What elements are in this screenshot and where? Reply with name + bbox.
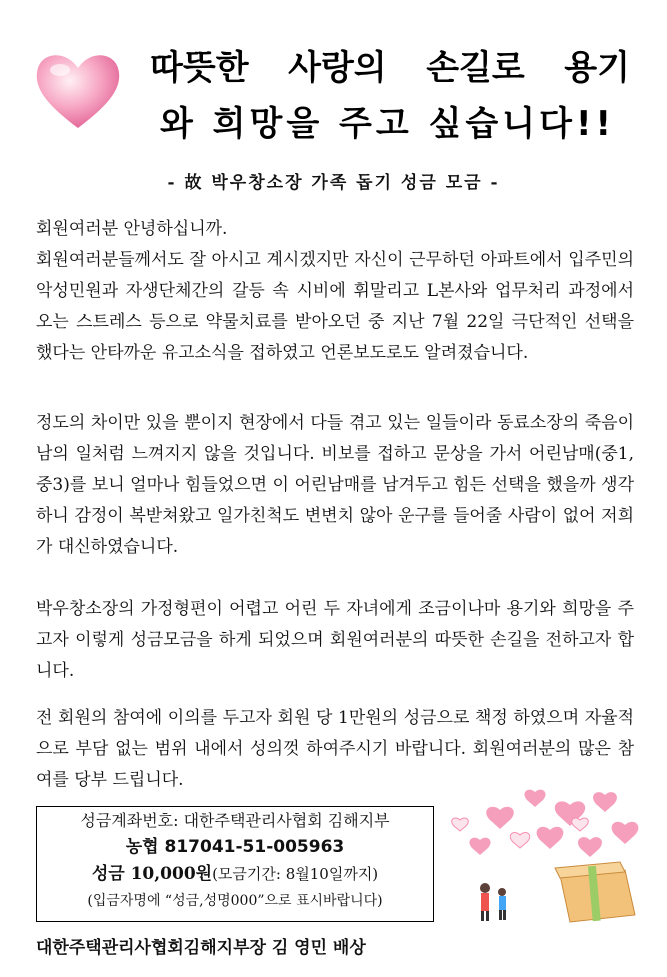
body-paragraph: 회원여러분들께서도 잘 아시고 계시겠지만 자신이 근무하던 아파트에서 입주민의 악성민원과 자생단체간의 갈등 속 시비에 휘말리고 L본사와 업무처리 과정에서 오는 스트레스 등으로 약물치료를 받아오던 중 지난 7월 22일 극단적인 선택을 했다는 안타까운 유고소식을 접하였고 언론보도로도 알려졌습니다.: [36, 250, 634, 363]
donation-amount-line: [37, 861, 433, 888]
greeting-paragraph: 회원여러분 안녕하십니까.: [36, 219, 228, 239]
title-word: 손길로: [426, 48, 525, 88]
deposit-note: (입금자명에 “성금,성명000”으로 표시바랍니다): [87, 893, 383, 909]
donation-info-box: [36, 806, 434, 922]
donation-period: (모금기간: 8월10일까지): [212, 865, 379, 883]
page-title: [150, 40, 650, 152]
donation-amount: 성금 10,000원: [91, 864, 213, 884]
title-word: 사랑의: [288, 48, 387, 88]
heart-icon: [28, 40, 128, 140]
subtitle: - 故 박우창소장 가족 돕기 성금 모금 -: [167, 173, 500, 193]
body-paragraph: 정도의 차이만 있을 뿐이지 현장에서 다들 겪고 있는 일들이라 동료소장의 죽음이 남의 일처럼 느껴지지 않을 것입니다. 비보를 접하고 문상을 가서 어린남매(중1,중3)를 보니 얼마나 힘들었으면 이 어린남매를 남겨두고 힘든 선택을 했을까 생각하니 감정이 복받쳐왔고 일가친척도 변변치 않아 운구를 들어줄 사람이 없어 저희가 대신하였습니다.: [36, 413, 634, 557]
body-paragraph: 박우창소장의 가정형편이 어렵고 어린 두 자녀에게 조금이나마 용기와 희망을 주고자 이렇게 성금모금을 하게 되었으며 회원여러분의 따뜻한 손길을 전하고자 합니다.: [36, 599, 634, 681]
account-label: 성금계좌번호: 대한주택관리사협회 김해지부: [80, 811, 390, 830]
account-number: 농협 817041-51-005963: [125, 837, 345, 857]
signature-line: 대한주택관리사협회김해지부장 김 영민 배상: [36, 938, 366, 958]
body-paragraph: 전 회원의 참여에 이의를 두고자 회원 당 1만원의 성금으로 책정 하였으며 자율적으로 부담 없는 범위 내에서 성의껏 하여주시기 바랍니다. 회원여러분의 많은 참여를 당부 드립니다.: [36, 708, 634, 790]
hearts-gift-illustration: [440, 780, 650, 925]
title-word: 따뜻한: [150, 48, 249, 88]
title-word: 용기: [564, 48, 630, 88]
title-line2: 와 희망을 주고 싶습니다!!: [160, 104, 615, 144]
